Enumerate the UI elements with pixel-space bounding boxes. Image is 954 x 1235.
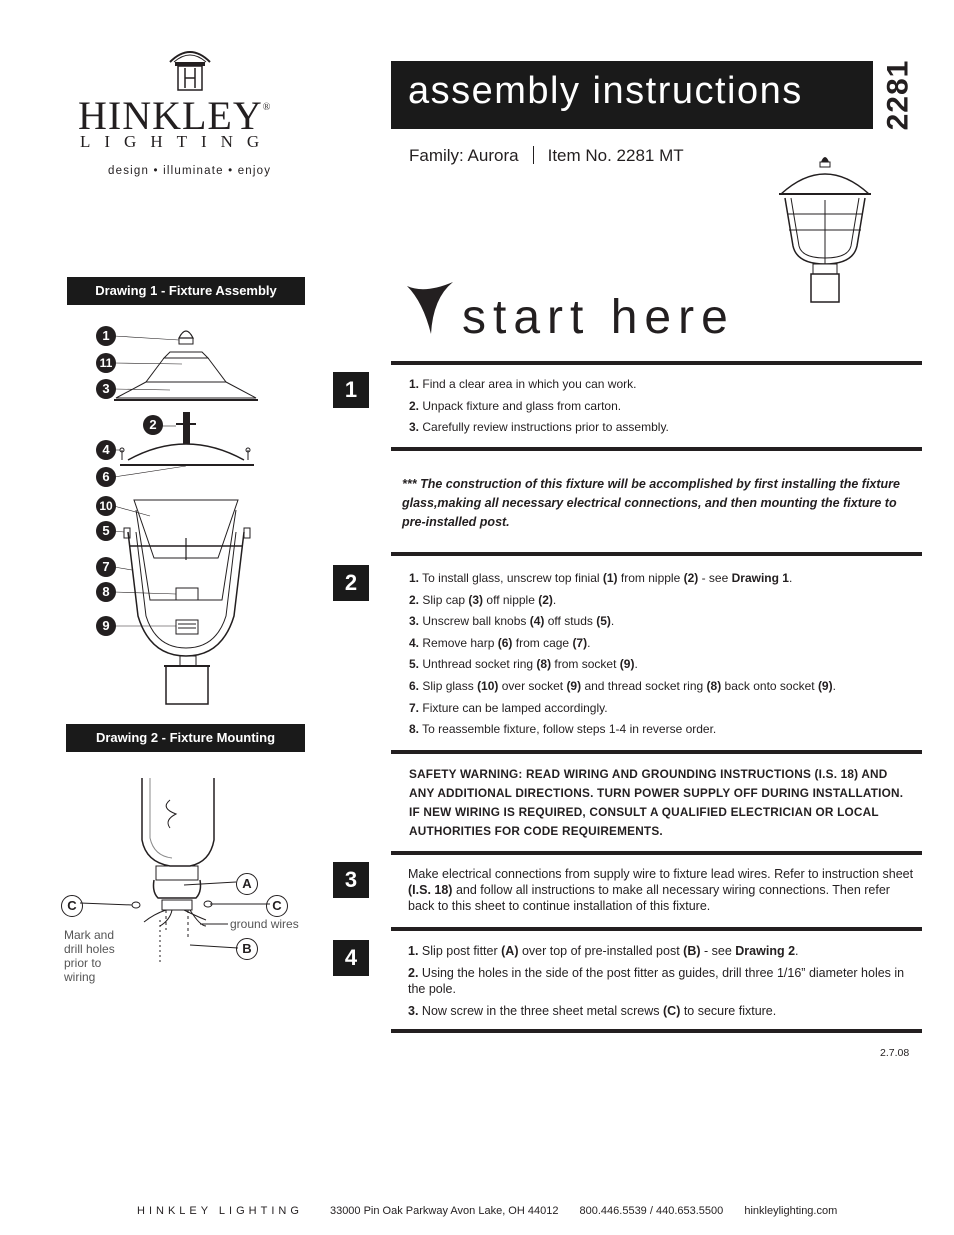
step-4-number: 4 bbox=[333, 940, 369, 976]
callout-10: 10 bbox=[96, 496, 116, 516]
list-item: 3. Unscrew ball knobs (4) off studs (5). bbox=[409, 614, 615, 629]
callout-8: 8 bbox=[96, 582, 116, 602]
callout-b: B bbox=[236, 938, 258, 960]
list-item: 5. Unthread socket ring (8) from socket (9). bbox=[409, 657, 638, 672]
callout-1: 1 bbox=[96, 326, 116, 346]
arrow-down-icon bbox=[405, 278, 455, 338]
start-here-text: start here bbox=[462, 291, 735, 344]
callout-6: 6 bbox=[96, 467, 116, 487]
family-line bbox=[409, 146, 684, 166]
list-item: 2. Unpack fixture and glass from carton. bbox=[409, 398, 622, 413]
family-label: Family: Aurora bbox=[409, 146, 519, 165]
item-label: Item No. 2281 MT bbox=[547, 146, 684, 165]
mark-drill-label: Mark and drill holes prior to wiring bbox=[64, 928, 115, 984]
list-item: 2. Slip cap (3) off nipple (2). bbox=[409, 592, 557, 607]
lantern-logo-icon bbox=[165, 44, 215, 94]
ground-wires-label: ground wires bbox=[230, 917, 299, 931]
rule bbox=[391, 447, 922, 451]
callout-2: 2 bbox=[143, 415, 163, 435]
step-2-list bbox=[409, 568, 914, 741]
rule bbox=[391, 1029, 922, 1033]
fixture-product-icon bbox=[775, 150, 875, 305]
rule bbox=[391, 552, 922, 556]
list-item: 2. Using the holes in the side of the post fitter as guides, drill three 1/16” diameter holes in the pole. bbox=[408, 966, 905, 996]
brand-sub: LIGHTING bbox=[80, 132, 274, 151]
callout-c-left: C bbox=[61, 895, 83, 917]
rule bbox=[391, 927, 922, 931]
list-item: 6. Slip glass (10) over socket (9) and thread socket ring (8) back onto socket (9). bbox=[409, 678, 836, 693]
page-title: assembly instructions bbox=[408, 70, 803, 112]
callout-7: 7 bbox=[96, 557, 116, 577]
rule bbox=[391, 750, 922, 754]
title-bar bbox=[391, 61, 873, 129]
list-item: 4. Remove harp (6) from cage (7). bbox=[409, 635, 591, 650]
hinkley-logo bbox=[70, 40, 310, 190]
footer-company: HINKLEY LIGHTING bbox=[137, 1205, 303, 1217]
safety-warning: SAFETY WARNING: READ WIRING AND GROUNDING INSTRUCTIONS (I.S. 18) AND ANY ADDITIONAL DIRECTIONS. TURN POWER SUPPLY OFF DURING INSTALLATION. IF NEW WIRING IS REQUIRED, CONSULT A QUALIFIED ELECTRICIAN OR LOCAL AUTHORITIES FOR CODE REQUIREMENTS. bbox=[409, 767, 904, 838]
step-1-number: 1 bbox=[333, 372, 369, 408]
brand-tagline: design • illuminate • enjoy bbox=[108, 165, 272, 177]
callout-5: 5 bbox=[96, 521, 116, 541]
callout-a: A bbox=[236, 873, 258, 895]
step-3-text: Make electrical connections from supply wire to fixture lead wires. Refer to instruction sheet (I.S. 18) and follow all instructions to make all necessary wiring connections. Then refer back to this sheet to continue installation of this fixture. bbox=[408, 867, 914, 913]
footer bbox=[137, 1205, 837, 1217]
drawing1-label: Drawing 1 - Fixture Assembly bbox=[67, 277, 305, 305]
callout-11: 11 bbox=[96, 353, 116, 373]
list-item: 1. To install glass, unscrew top finial (1) from nipple (2) - see Drawing 1. bbox=[409, 571, 793, 585]
list-item: 3. Carefully review instructions prior to assembly. bbox=[409, 420, 669, 435]
start-here-banner bbox=[405, 278, 765, 348]
footer-phone: 800.446.5539 / 440.653.5500 bbox=[579, 1205, 724, 1217]
rule bbox=[391, 361, 922, 365]
list-item: 8. To reassemble fixture, follow steps 1-4 in reverse order. bbox=[409, 722, 717, 737]
callout-9: 9 bbox=[96, 616, 116, 636]
callout-c-right: C bbox=[266, 895, 288, 917]
step-2-number: 2 bbox=[333, 565, 369, 601]
rule bbox=[391, 851, 922, 855]
revision-date: 2.7.08 bbox=[880, 1047, 910, 1059]
footer-web[interactable]: hinkleylighting.com bbox=[744, 1205, 838, 1217]
brand-name: HINKLEY® bbox=[78, 93, 271, 138]
drawing2-label: Drawing 2 - Fixture Mounting bbox=[66, 724, 305, 752]
callout-3: 3 bbox=[96, 379, 116, 399]
step-4-list bbox=[408, 943, 913, 1019]
list-item: 7. Fixture can be lamped accordingly. bbox=[409, 700, 608, 715]
callout-4: 4 bbox=[96, 440, 116, 460]
list-item: 1. Slip post fitter (A) over top of pre-installed post (B) - see Drawing 2. bbox=[408, 944, 799, 958]
list-item: 3. Now screw in the three sheet metal screws (C) to secure fixture. bbox=[408, 1004, 777, 1018]
drawing1-diagram bbox=[90, 320, 310, 710]
construction-note: *** The construction of this fixture will be accomplished by first installing the fixture glass,making all necessary electrical connections, and then mounting the fixture to pre-installed post. bbox=[402, 477, 901, 529]
list-item: 1. Find a clear area in which you can work. bbox=[409, 377, 637, 391]
item-number-vertical: 2281 bbox=[881, 59, 915, 131]
step-1-list bbox=[409, 374, 909, 439]
step-3-number: 3 bbox=[333, 862, 369, 898]
footer-address: 33000 Pin Oak Parkway Avon Lake, OH 44012 bbox=[329, 1205, 559, 1217]
